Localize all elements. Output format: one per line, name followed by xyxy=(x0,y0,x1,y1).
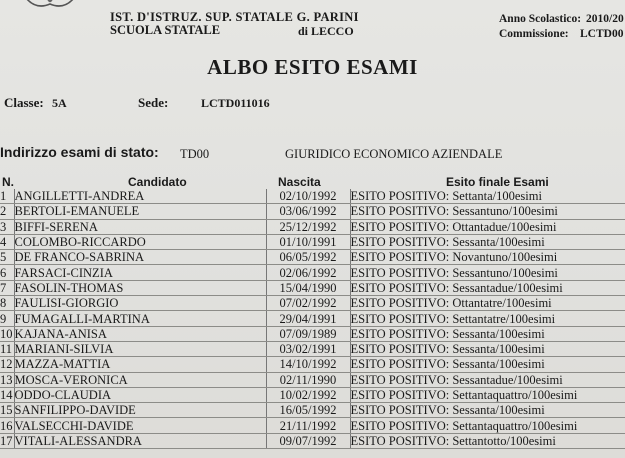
birth-date: 02/06/1992 xyxy=(266,265,350,280)
candidate-name: ODDO-CLAUDIA xyxy=(14,387,266,402)
birth-date: 15/04/1990 xyxy=(266,280,350,295)
table-row xyxy=(0,326,625,341)
classe-value: 5A xyxy=(52,96,67,110)
school-name: IST. D'ISTRUZ. SUP. STATALE G. PARINI xyxy=(110,10,359,24)
table-row xyxy=(0,403,625,418)
exam-result: ESITO POSITIVO: Ottantadue/100esimi xyxy=(350,219,625,234)
row-number: 14 xyxy=(0,388,13,402)
candidate-name: FUMAGALLI-MARTINA xyxy=(14,311,266,326)
exam-result: ESITO POSITIVO: Settantaquattro/100esimi xyxy=(350,418,625,433)
candidate-name: MARIANI-SILVIA xyxy=(14,341,266,356)
exam-result: ESITO POSITIVO: Sessanta/100esimi xyxy=(350,403,625,418)
table-row xyxy=(0,204,625,219)
birth-date: 10/02/1992 xyxy=(266,387,350,402)
candidate-name: BERTOLI-EMANUELE xyxy=(14,204,266,219)
candidate-name: KAJANA-ANISA xyxy=(14,326,266,341)
row-number: 1 xyxy=(0,189,14,204)
row-number: 3 xyxy=(0,219,14,234)
birth-date: 03/02/1991 xyxy=(266,341,350,356)
indirizzo-label: Indirizzo esami di stato: xyxy=(0,144,159,160)
row-number: 4 xyxy=(0,234,14,249)
candidate-name: FARSACI-CINZIA xyxy=(14,265,266,280)
table-row xyxy=(0,280,625,295)
table-row xyxy=(0,341,625,356)
exam-result: ESITO POSITIVO: Settantotto/100esimi xyxy=(350,433,625,448)
table-row xyxy=(0,311,625,326)
birth-date: 06/05/1992 xyxy=(266,250,350,265)
exam-result: ESITO POSITIVO: Settantatre/100esimi xyxy=(350,311,625,326)
year-label: Anno Scolastico: xyxy=(499,13,582,25)
exam-result: ESITO POSITIVO: Sessanta/100esimi xyxy=(350,341,625,356)
candidate-name: SANFILIPPO-DAVIDE xyxy=(14,403,266,418)
exam-result: ESITO POSITIVO: Sessantuno/100esimi xyxy=(350,265,625,280)
table-row xyxy=(0,219,625,234)
exam-result: ESITO POSITIVO: Settantaquattro/100esimi xyxy=(350,387,625,402)
candidate-name: FASOLIN-THOMAS xyxy=(14,280,266,295)
birth-date: 01/10/1991 xyxy=(266,234,350,249)
candidate-name: VITALI-ALESSANDRA xyxy=(14,433,266,448)
exam-result: ESITO POSITIVO: Sessantuno/100esimi xyxy=(350,204,625,219)
row-number: 10 xyxy=(0,326,13,341)
exam-result: ESITO POSITIVO: Sessanta/100esimi xyxy=(350,326,625,341)
row-number: 15 xyxy=(0,403,13,418)
table-row xyxy=(0,189,625,204)
row-number: 5 xyxy=(0,250,14,265)
table-row xyxy=(0,265,625,280)
school-type: SCUOLA STATALE xyxy=(110,23,221,37)
candidate-name: MOSCA-VERONICA xyxy=(14,372,266,387)
candidate-name: BIFFI-SERENA xyxy=(14,219,266,234)
exam-result: ESITO POSITIVO: Sessantadue/100esimi xyxy=(350,280,625,295)
column-header-nascita: Nascita xyxy=(278,175,321,189)
sede-value: LCTD011016 xyxy=(201,96,270,110)
row-number: 7 xyxy=(0,280,14,295)
row-number: 13 xyxy=(0,372,13,387)
row-number: 6 xyxy=(0,265,14,280)
candidate-name: MAZZA-MATTIA xyxy=(14,357,266,372)
birth-date: 02/10/1992 xyxy=(266,189,350,204)
candidate-name: DE FRANCO-SABRINA xyxy=(14,250,266,265)
commission-value: LCTD00 xyxy=(580,28,624,40)
table-row xyxy=(0,234,625,249)
candidate-name: COLOMBO-RICCARDO xyxy=(14,234,266,249)
row-number: 11 xyxy=(0,342,13,357)
candidate-name: FAULISI-GIORGIO xyxy=(14,296,266,311)
candidate-name: VALSECCHI-DAVIDE xyxy=(14,418,266,433)
birth-date: 03/06/1992 xyxy=(266,204,350,219)
column-header-esito: Esito finale Esami xyxy=(446,175,549,189)
birth-date: 07/09/1989 xyxy=(266,326,350,341)
table-row xyxy=(0,418,625,433)
row-number: 9 xyxy=(0,311,14,326)
table-row xyxy=(0,357,625,372)
exam-result: ESITO POSITIVO: Sessanta/100esimi xyxy=(350,234,625,249)
birth-date: 09/07/1992 xyxy=(266,433,350,448)
indirizzo-code: TD00 xyxy=(180,147,210,161)
birth-date: 21/11/1992 xyxy=(266,418,350,433)
table-row xyxy=(0,387,625,402)
exam-result: ESITO POSITIVO: Sessanta/100esimi xyxy=(350,357,625,372)
results-table xyxy=(0,189,625,449)
column-header-n: N. xyxy=(2,175,14,189)
school-city: di LECCO xyxy=(298,24,354,38)
row-number: 12 xyxy=(0,357,13,372)
row-number: 8 xyxy=(0,296,14,311)
table-row xyxy=(0,296,625,311)
table-row xyxy=(0,250,625,265)
table-row xyxy=(0,372,625,387)
classe-label: Classe: xyxy=(4,95,44,110)
year-value: 2010/20 xyxy=(586,13,624,25)
exam-result: ESITO POSITIVO: Novantuno/100esimi xyxy=(350,250,625,265)
exam-result: ESITO POSITIVO: Settanta/100esimi xyxy=(350,189,625,204)
birth-date: 14/10/1992 xyxy=(266,357,350,372)
birth-date: 16/05/1992 xyxy=(266,403,350,418)
emblem-icon xyxy=(22,0,78,12)
birth-date: 29/04/1991 xyxy=(266,311,350,326)
birth-date: 02/11/1990 xyxy=(266,372,350,387)
candidate-name: ANGILLETTI-ANDREA xyxy=(14,189,266,204)
page-title: ALBO ESITO ESAMI xyxy=(207,55,418,79)
row-number: 2 xyxy=(0,204,14,219)
sede-label: Sede: xyxy=(138,95,169,110)
column-header-candidato: Candidato xyxy=(128,175,187,189)
indirizzo-description: GIURIDICO ECONOMICO AZIENDALE xyxy=(285,147,503,161)
commission-label: Commissione: xyxy=(499,28,569,40)
table-row xyxy=(0,433,625,448)
exam-result: ESITO POSITIVO: Ottantatre/100esimi xyxy=(350,296,625,311)
exam-result: ESITO POSITIVO: Sessantadue/100esimi xyxy=(350,372,625,387)
birth-date: 07/02/1992 xyxy=(266,296,350,311)
row-number: 16 xyxy=(0,418,13,433)
row-number: 17 xyxy=(0,433,13,448)
birth-date: 25/12/1992 xyxy=(266,219,350,234)
